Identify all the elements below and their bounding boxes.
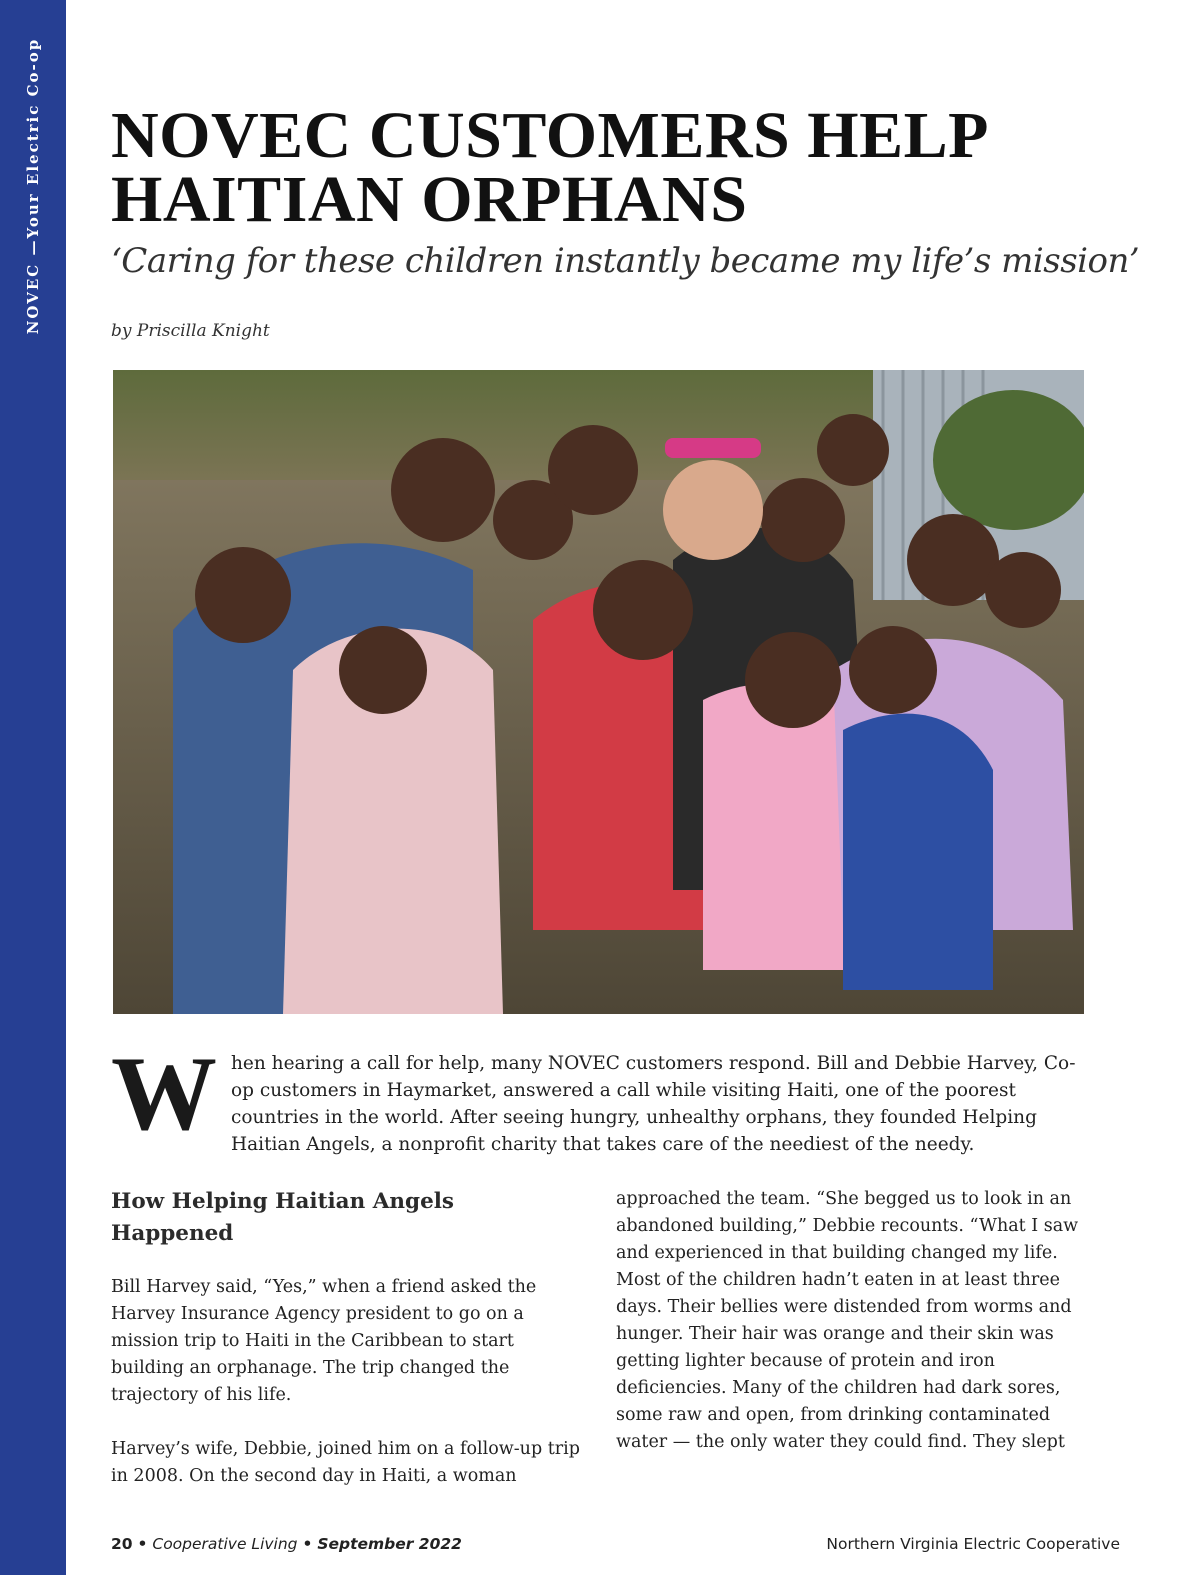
article-headline <box>111 99 1111 236</box>
footer-organization: Northern Virginia Electric Cooperative <box>826 1535 1120 1553</box>
intro-text: hen hearing a call for help, many NOVEC customers respond. Bill and Debbie Harvey, Co-op customers in Haymarket, answered a call while visiting Haiti, one of the poorest countries in the world. After seeing hungry, unhealthy orphans, they founded Helping Haitian Angels, a nonprofit charity that takes care of the neediest of the needy. <box>231 1053 1076 1155</box>
left-column <box>111 1186 581 1517</box>
intro-paragraph <box>111 1035 1091 1158</box>
photo-illustration <box>113 370 1084 1014</box>
body-paragraph-2: Harvey’s wife, Debbie, joined him on a follow-up trip in 2008. On the second day in Haiti, a woman <box>111 1439 580 1486</box>
folio-bullet-1: • <box>137 1535 148 1553</box>
issue-date: September 2022 <box>317 1535 462 1553</box>
byline: by Priscilla Knight <box>111 321 270 341</box>
publication-name: Cooperative Living <box>152 1535 298 1553</box>
article-photo <box>113 370 1084 1014</box>
body-paragraph-3: approached the team. “She begged us to look in an abandoned building,” Debbie recounts. “What I saw and experienced in that building changed my life. Most of the children hadn’t eaten in at least three days. Their bellies were distended from worms and hunger. Their hair was orange and their skin was getting lighter because of protein and iron deficiencies. Many of the children had dark sores, some raw and open, from drinking contaminated water — the only water they could find. They slept <box>616 1189 1079 1452</box>
page-number: 20 <box>111 1535 133 1553</box>
footer-folio <box>111 1535 462 1553</box>
folio-bullet-2: • <box>302 1535 313 1553</box>
right-column <box>616 1186 1096 1483</box>
article-subhead: ‘Caring for these children instantly became my life’s mission’ <box>111 241 1140 281</box>
sidebar-label: NOVEC —Your Electric Co-op <box>24 37 42 335</box>
headline-line-1: NOVEC CUSTOMERS HELP <box>111 99 989 172</box>
drop-cap: W <box>111 1035 217 1152</box>
headline-line-2: HAITIAN ORPHANS <box>111 163 748 236</box>
body-paragraph-1: Bill Harvey said, “Yes,” when a friend asked the Harvey Insurance Agency president to go on a mission trip to Haiti in the Caribbean to start building an orphanage. The trip changed the trajectory of his life. <box>111 1277 537 1405</box>
sidebar-band <box>0 0 66 1575</box>
section-heading: How Helping Haitian Angels Happened <box>111 1189 455 1246</box>
